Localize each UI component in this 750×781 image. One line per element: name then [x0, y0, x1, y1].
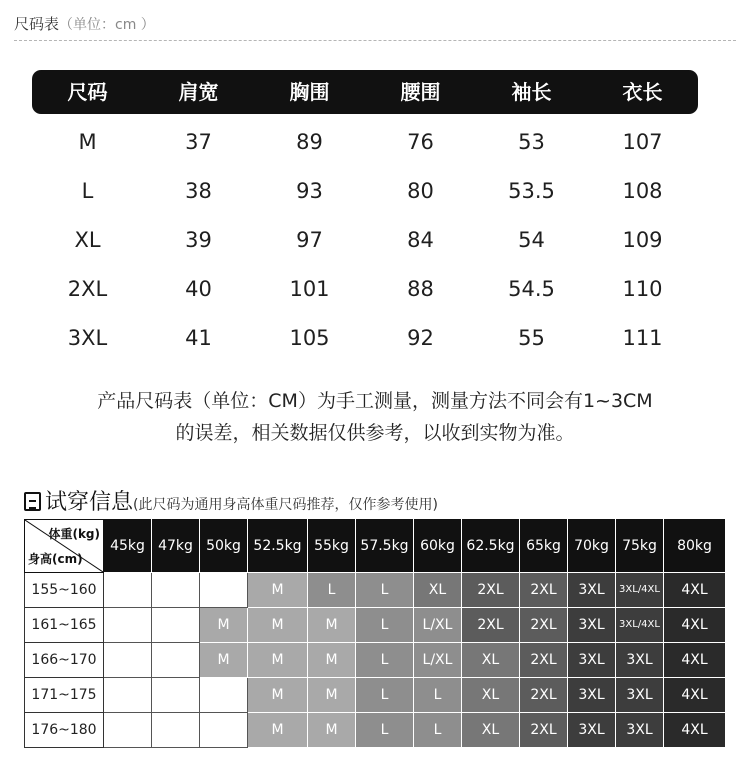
fitting-info-subtitle: (此尺码为通用身高体重尺码推荐，仅作参考使用) [133, 497, 438, 513]
corner-header [24, 519, 104, 573]
recommended-size-cell: L [356, 678, 414, 713]
weight-header: 45kg [104, 519, 152, 573]
recommended-size-cell: 4XL [664, 608, 726, 643]
weight-header: 47kg [152, 519, 200, 573]
size-cell-size: 2XL [67, 277, 108, 301]
size-cell-shoulder: 40 [185, 277, 212, 301]
recommended-size-cell: 2XL [520, 573, 568, 608]
size-cell-size: M [78, 130, 97, 154]
size-table-row [32, 267, 698, 311]
column-header-length: 衣长 [622, 80, 663, 104]
recommended-size-cell: 3XL [568, 643, 616, 678]
recommended-size-cell: M [308, 643, 356, 678]
size-table-row [32, 120, 698, 164]
weight-header: 65kg [520, 519, 568, 573]
size-cell-size: XL [74, 228, 101, 252]
measurement-note-line-1: 产品尺码表（单位：CM）为手工测量，测量方法不同会有1~3CM [97, 390, 653, 412]
size-cell-size: L [81, 179, 94, 203]
recommended-size-cell: M [248, 573, 308, 608]
size-cell-length: 110 [622, 277, 663, 301]
recommended-size-cell: 2XL [520, 713, 568, 748]
weight-header: 80kg [664, 519, 726, 573]
corner-weight-label: 体重(kg) [48, 527, 100, 541]
size-cell-shoulder: 41 [185, 326, 212, 350]
recommended-size-cell: XL [462, 678, 520, 713]
recommended-size-cell: L [356, 608, 414, 643]
recommended-size-cell: 2XL [462, 608, 520, 643]
corner-height-label: 身高(cm) [28, 552, 83, 566]
recommended-size-cell: 2XL [462, 573, 520, 608]
recommended-size-cell: 3XL/4XL [616, 608, 664, 643]
size-cell-shoulder: 37 [185, 130, 212, 154]
size-cell-waist: 92 [407, 326, 434, 350]
recommended-size-cell: 3XL [616, 643, 664, 678]
recommended-size-cell: M [248, 678, 308, 713]
size-table-row [32, 316, 698, 360]
recommended-size-cell: 3XL [568, 678, 616, 713]
size-cell-sleeve: 53 [518, 130, 545, 154]
column-header-size: 尺码 [67, 80, 108, 104]
recommended-size-cell: L [356, 643, 414, 678]
fitting-info-heading [24, 485, 438, 516]
size-cell-sleeve: 54.5 [508, 277, 555, 301]
recommended-size-cell: M [200, 608, 248, 643]
size-cell-chest: 89 [296, 130, 323, 154]
recommended-size-cell: 3XL [568, 608, 616, 643]
recommended-size-cell: 3XL [616, 678, 664, 713]
empty-size-cell [104, 643, 152, 678]
weight-header: 57.5kg [356, 519, 414, 573]
recommended-size-cell: L [414, 713, 462, 748]
weight-header: 70kg [568, 519, 616, 573]
column-header-sleeve: 袖长 [511, 80, 552, 104]
dashed-divider [14, 40, 736, 41]
size-chart-title: 尺码表 [14, 15, 60, 33]
recommended-size-cell: 3XL [568, 573, 616, 608]
height-range-label: 155~160 [24, 573, 104, 608]
column-header-waist: 腰围 [400, 80, 441, 104]
recommended-size-cell: 3XL [568, 713, 616, 748]
recommended-size-cell: M [308, 713, 356, 748]
recommended-size-cell: L [356, 713, 414, 748]
empty-size-cell [104, 608, 152, 643]
size-cell-length: 111 [622, 326, 663, 350]
size-cell-length: 108 [622, 179, 663, 203]
size-chart-unit: （单位：cm ） [59, 17, 155, 33]
recommended-size-cell: 4XL [664, 678, 726, 713]
recommended-size-cell: 2XL [520, 678, 568, 713]
column-header-chest: 胸围 [289, 80, 330, 104]
size-chart-heading [14, 13, 155, 34]
size-cell-sleeve: 54 [518, 228, 545, 252]
empty-size-cell [152, 608, 200, 643]
height-range-label: 171~175 [24, 678, 104, 713]
size-cell-size: 3XL [67, 326, 108, 350]
recommended-size-cell: L [414, 678, 462, 713]
size-table-header [32, 70, 698, 114]
size-cell-waist: 88 [407, 277, 434, 301]
weight-header: 52.5kg [248, 519, 308, 573]
recommended-size-cell: M [308, 678, 356, 713]
recommended-size-cell: 3XL/4XL [616, 573, 664, 608]
recommended-size-cell: 3XL [616, 713, 664, 748]
weight-header: 55kg [308, 519, 356, 573]
height-range-label: 166~170 [24, 643, 104, 678]
measurement-note-line-2: 的误差，相关数据仅供参考，以收到实物为准。 [175, 422, 575, 444]
size-cell-chest: 101 [289, 277, 330, 301]
size-cell-chest: 93 [296, 179, 323, 203]
recommended-size-cell: M [248, 643, 308, 678]
empty-size-cell [152, 573, 200, 608]
column-header-shoulder: 肩宽 [178, 80, 219, 104]
size-cell-sleeve: 55 [518, 326, 545, 350]
empty-size-cell [104, 678, 152, 713]
recommended-size-cell: XL [414, 573, 462, 608]
size-cell-shoulder: 39 [185, 228, 212, 252]
empty-size-cell [152, 713, 200, 748]
weight-header: 60kg [414, 519, 462, 573]
size-cell-length: 107 [622, 130, 663, 154]
weight-header: 75kg [616, 519, 664, 573]
empty-size-cell [152, 643, 200, 678]
height-range-label: 161~165 [24, 608, 104, 643]
fitting-info-title: 试穿信息 [45, 490, 134, 515]
weight-header: 50kg [200, 519, 248, 573]
recommended-size-cell: 2XL [520, 608, 568, 643]
empty-size-cell [152, 678, 200, 713]
empty-size-cell [200, 573, 248, 608]
recommended-size-cell: XL [462, 713, 520, 748]
size-cell-length: 109 [622, 228, 663, 252]
recommended-size-cell: L [308, 573, 356, 608]
weight-header: 62.5kg [462, 519, 520, 573]
recommended-size-cell: 4XL [664, 573, 726, 608]
recommended-size-cell: M [200, 643, 248, 678]
empty-size-cell [104, 573, 152, 608]
size-cell-chest: 105 [289, 326, 330, 350]
recommended-size-cell: M [248, 608, 308, 643]
size-cell-chest: 97 [296, 228, 323, 252]
size-cell-waist: 84 [407, 228, 434, 252]
empty-size-cell [104, 713, 152, 748]
height-range-label: 176~180 [24, 713, 104, 748]
recommended-size-cell: L/XL [414, 608, 462, 643]
recommended-size-cell: XL [462, 643, 520, 678]
recommended-size-cell: L [356, 573, 414, 608]
empty-size-cell [200, 678, 248, 713]
recommended-size-cell: M [308, 608, 356, 643]
size-cell-waist: 76 [407, 130, 434, 154]
size-table-row [32, 169, 698, 213]
recommended-size-cell: 2XL [520, 643, 568, 678]
recommended-size-cell: L/XL [414, 643, 462, 678]
size-table-row [32, 218, 698, 262]
size-cell-shoulder: 38 [185, 179, 212, 203]
size-cell-sleeve: 53.5 [508, 179, 555, 203]
recommended-size-cell: 4XL [664, 713, 726, 748]
size-cell-waist: 80 [407, 179, 434, 203]
ruler-box-icon [24, 492, 41, 511]
empty-size-cell [200, 713, 248, 748]
recommended-size-cell: 4XL [664, 643, 726, 678]
recommended-size-cell: M [248, 713, 308, 748]
